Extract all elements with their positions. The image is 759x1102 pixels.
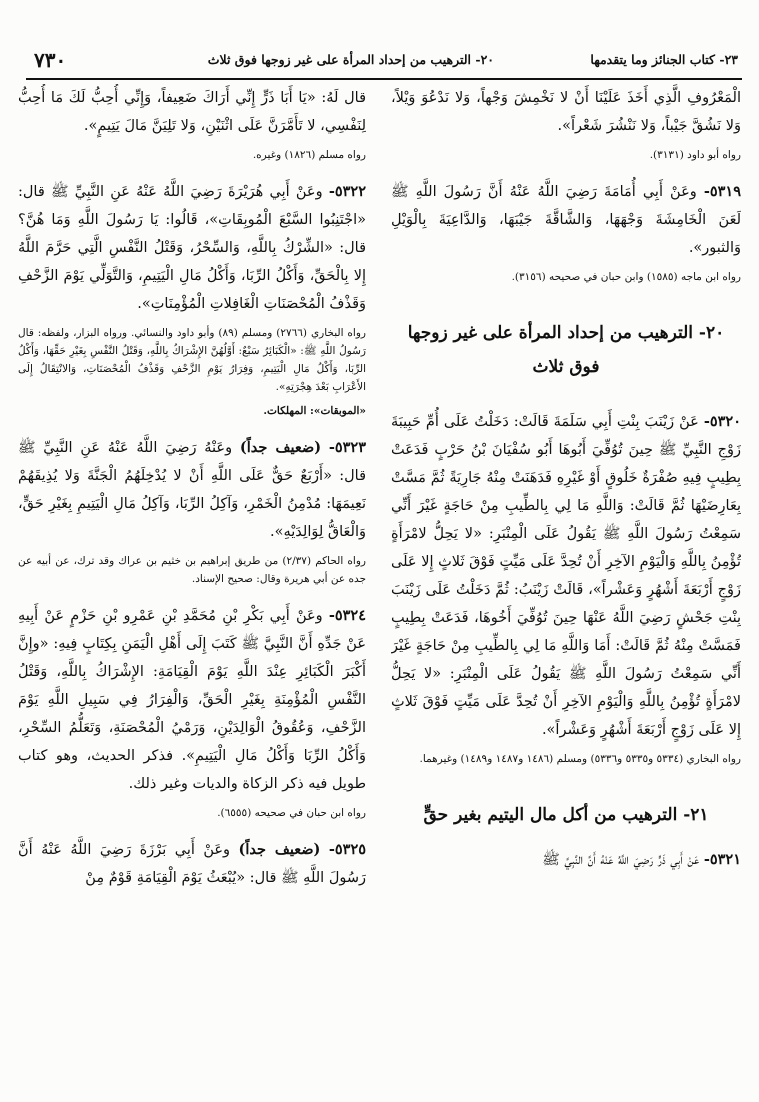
chapter-title: ٢٣- كتاب الجنائز وما يتقدمها: [590, 52, 738, 67]
hadith-5320: [391, 408, 741, 744]
page-number: ٧٣٠: [34, 48, 67, 72]
hadith-5323-source: رواه الحاكم (٢/٣٧) من طريق إبراهيم بن خثيم بن عراك وقد ترك، عن أبيه عن جده عن أبي هريرة وقال: صحيح الإسناد.: [18, 555, 366, 585]
running-header: [26, 48, 742, 80]
hadith-5324-source: رواه ابن حبان في صحيحه (٦٥٥٥).: [217, 807, 366, 819]
section-20-title: ٢٠- الترهيب من إحداد المرأة على غير زوجها فوق ثلاث: [407, 323, 725, 377]
hadith-5321-source: رواه مسلم (١٨٢٦) وغيره.: [252, 149, 366, 161]
right-column: [391, 84, 741, 1088]
hadith-5319-text: وعَنْ أَبِي أُمَامَةَ رَضِيَ اللَّهُ عَنْهُ أَنَّ رَسُولَ اللَّهِ ﷺ لَعَنَ الْخَامِشَةَ وَجْهَهَا، وَالشَّاقَّةَ جَيْبَهَا، وَالدَّاعِيَةَ بِالْوَيْلِ وَالثبور».: [391, 184, 741, 256]
hadith-5325: [18, 836, 366, 892]
hadith-5322-source: رواه البخاري (٢٧٦٦) ومسلم (٨٩) وأبو داود والنسائي. ورواه البزار، ولفظه: قال رَسُولُ اللَّهِ ﷺ: «الْكَبَائِرُ سَبْعٌ: أَوَّلُهُنَّ الإِشْرَاكُ بِاللَّهِ، وَقَتْلُ النَّفْسِ بِغَيْرِ حَقِّهَا، وَأَكْلُ الرِّبَا، وَأَكْلُ مَالِ الْيَتِيمِ، وَفِرَارُ يَوْمِ الزَّحْفِ وَقَذْفُ الْمُحْصَنَاتِ، وَالانْتِقَالُ إِلَى الأَعْرَابِ بَعْدَ هِجْرَتِهِ».: [18, 327, 366, 393]
hadith-5324: [18, 602, 366, 798]
hadith-5320-text: عَنْ زَيْنَبَ بِنْتِ أَبِي سَلَمَةَ قَالَتْ: دَخَلْتُ عَلَى أُمِّ حَبِيبَةَ زَوْجِ النَّبِيِّ ﷺ حِينَ تُوُفِّيَ أَبُوهَا أَبُو سُفْيَانَ بْنُ حَرْبٍ فَدَعَتْ بِطِيبٍ فِيهِ صُفْرَةٌ خَلُوقٍ أَوْ غَيْرِهِ فَدَهَنَتْ مِنْهُ جَارِيَةً ثُمَّ مَسَّتْ بِعَارِضَيْهَا ثُمَّ قَالَتْ: وَاللَّهِ مَا لِي بِالطِّيبِ مِنْ حَاجَةٍ غَيْرَ أَنِّي سَمِعْتُ رَسُولَ اللَّهِ ﷺ يَقُولُ عَلَى الْمِنْبَرِ: «لا يَحِلُّ لامْرَأَةٍ تُؤْمِنُ بِاللَّهِ وَالْيَوْمِ الآخِرِ أَنْ تُحِدَّ عَلَى مَيِّتٍ فَوْقَ ثَلاثٍ إِلا عَلَى زَوْجٍ أَرْبَعَةَ أَشْهُرٍ وَعَشْراً»، قَالَتْ زَيْنَبُ: ثُمَّ دَخَلْتُ عَلَى زَيْنَبَ بِنْتِ جَحْشٍ رَضِيَ اللَّهُ عَنْهَا حِينَ تُوُفِّيَ أَخُوهَا، فَدَعَتْ بِطِيبٍ فَمَسَّتْ مِنْهُ ثُمَّ قَالَتْ: أَمَا وَاللَّهِ مَا لِي بِالطِّيبِ مِنْ حَاجَةٍ غَيْرَ أَنِّي سَمِعْتُ رَسُولَ اللَّهِ ﷺ يَقُولُ عَلَى الْمِنْبَرِ: «لا يَحِلُّ لامْرَأَةٍ تُؤْمِنُ بِاللَّهِ وَالْيَوْمِ الآخِرِ أَنْ تُحِدَّ عَلَى مَيِّتٍ فَوْقَ ثَلاثٍ إِلا عَلَى زَوْجٍ أَرْبَعَةَ أَشْهُرٍ وَعَشْراً».: [391, 414, 741, 738]
hadith-5320-number: ٥٣٢٠-: [703, 413, 741, 430]
section-21-title: ٢١- الترهيب من أكل مال اليتيم بغير حقٍّ: [423, 805, 709, 825]
section-running-title: ٢٠- الترهيب من إحداد المرأة على غير زوجها فوق ثلاث: [207, 52, 494, 67]
hadith-5325-text: وعَنْ أَبِي بَرْزَةَ رَضِيَ اللَّهُ عَنْهُ أَنَّ رَسُولَ اللَّهِ ﷺ قال: «يُبْعَثُ يَوْمَ الْقِيَامَةِ قَوْمٌ مِنْ: [18, 842, 366, 886]
hadith-5323-text: وعَنْهُ رَضِيَ اللَّهُ عَنْهُ عَنِ النَّبِيِّ ﷺ قال: «أَرْبَعٌ حَقٌّ عَلَى اللَّهِ أَنْ لا يُدْخِلَهُمُ الْجَنَّةَ وَلا يُذِيقَهُمْ نَعِيمَهَا: مُدْمِنُ الْخَمْرِ، وَآكِلُ الرِّبَا، وَآكِلُ مَالِ الْيَتِيمِ بِغَيْرِ حَقٍّ، وَالْعَاقُّ لِوَالِدَيْهِ».: [18, 440, 366, 540]
left-column: [18, 84, 366, 1088]
hadith-5325-grade: (ضعيف جداً): [238, 841, 321, 858]
hadith-5321-continuation: قال لَهُ: «يَا أَبَا ذَرٍّ إِنِّي أَرَاكَ ضَعِيفاً، وَإِنِّي أُحِبُّ لَكَ مَا أُحِبُّ لِنَفْسِي، لا تَأَمَّرَنَّ عَلَى اثْنَيْنِ، وَلا تَلِيَنَّ مَالَ يَتِيمٍ».: [18, 90, 366, 134]
hadith-5323-grade: (ضعيف جداً): [239, 439, 322, 456]
hadith-5318-source: رواه أبو داود (٣١٣١).: [649, 149, 741, 161]
hadith-5325-number: ٥٣٢٥-: [328, 841, 366, 858]
hadith-5322-note: «الموبقات»: المهلكات.: [263, 405, 366, 417]
hadith-5319: [391, 178, 741, 262]
hadith-5324-text: وعَنْ أَبِي بَكْرِ بْنِ مُحَمَّدِ بْنِ عَمْرِو بْنِ حَزْمٍ عَنْ أَبِيهِ عَنْ جَدِّهِ أَنَّ النَّبِيَّ ﷺ كَتَبَ إِلَى أَهْلِ الْيَمَنِ بِكِتَابٍ فِيهِ: «وإِنَّ أَكْبَرَ الْكَبَائِرِ عِنْدَ اللَّهِ يَوْمَ الْقِيَامَةِ: الإِشْرَاكُ بِاللَّهِ، وَقَتْلُ النَّفْسِ الْمُؤْمِنَةِ بِغَيْرِ الْحَقِّ، وَالْفِرَارُ فِي سَبِيلِ اللَّهِ يَوْمَ الزَّحْفِ، وَعُقُوقُ الْوَالِدَيْنِ، وَرَمْيُ الْمُحْصَنَةِ، وَتَعَلُّمُ السِّحْرِ، وَأَكْلُ الرِّبَا وَأَكْلُ مَالِ الْيَتِيمِ». فذكر الحديث، وهو كتاب طويل فيه ذكر الزكاة والديات وغير ذلك.: [18, 608, 366, 792]
hadith-5322: [18, 178, 366, 318]
hadith-5321: [391, 846, 741, 874]
hadith-5323-number: ٥٣٢٣-: [328, 439, 366, 456]
hadith-5322-text: وعَنْ أَبِي هُرَيْرَةَ رَضِيَ اللَّهُ عَنْهُ عَنِ النَّبِيِّ ﷺ قال: «اجْتَنِبُوا السَّبْعَ الْمُوبِقَاتِ»، قَالُوا: يَا رَسُولَ اللَّهِ وَمَا هُنَّ؟ قال: «الشِّرْكُ بِاللَّهِ، وَالسِّحْرُ، وَقَتْلُ النَّفْسِ الَّتِي حَرَّمَ اللَّهُ إِلا بِالْحَقِّ، وَأَكْلُ الرِّبَا، وَأَكْلُ مَالِ الْيَتِيمِ، وَالتَّوَلِّي يَوْمَ الزَّحْفِ وَقَذْفُ الْمُحْصَنَاتِ الْغَافِلاتِ الْمُؤْمِنَاتِ».: [18, 184, 366, 312]
hadith-5318-text: الْمَعْرُوفِ الَّذِي أَخَذَ عَلَيْنَا أَنْ لا نَخْمِشَ وَجْهاً، وَلا نَدْعُوَ وَيْلاً، وَلا نَشُقَّ جَيْباً، وَلا نَنْشُرَ شَعْراً».: [391, 90, 741, 134]
hadith-5324-number: ٥٣٢٤-: [328, 607, 366, 624]
hadith-5319-number: ٥٣١٩-: [703, 183, 741, 200]
hadith-5323: [18, 434, 366, 546]
hadith-5321-text: عَنْ أَبِي ذَرٍّ رَضِيَ اللَّهُ عَنْهُ أَنَّ النَّبِيَّ ﷺ: [542, 852, 700, 868]
hadith-5319-source: رواه ابن ماجه (١٥٨٥) وابن حبان في صحيحه (٣١٥٦).: [511, 271, 741, 283]
hadith-5321-number: ٥٣٢١-: [703, 851, 741, 868]
hadith-5320-source: رواه البخاري (٥٣٣٤ و٥٣٣٥ و٥٣٣٦) ومسلم (١٤٨٦ و١٤٨٧ و١٤٨٩) وغيرهما.: [419, 753, 741, 765]
hadith-5322-number: ٥٣٢٢-: [328, 183, 366, 200]
